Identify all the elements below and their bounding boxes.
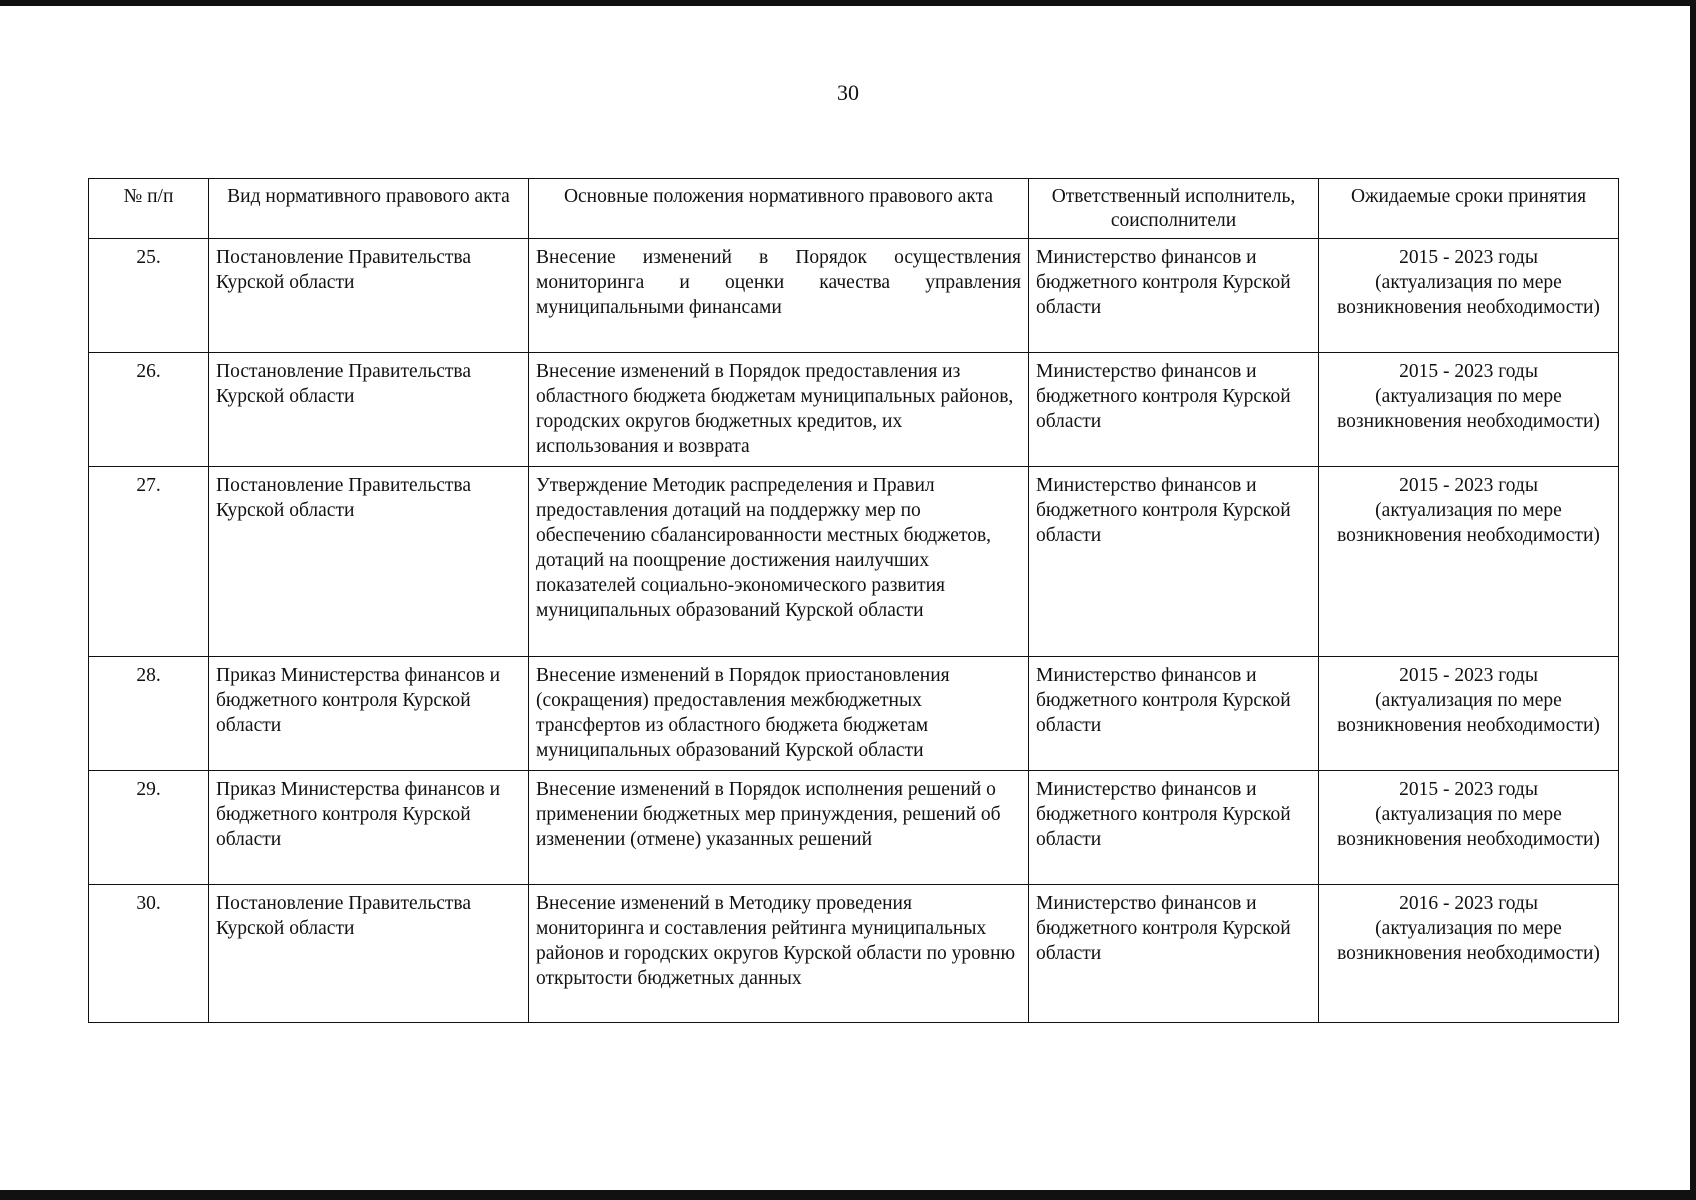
row-responsible: Министерство финансов и бюджетного контроля Курской области <box>1029 239 1319 353</box>
row-term-years: 2015 - 2023 годы <box>1399 665 1538 686</box>
row-content: Внесение изменений в Порядок исполнения решений о применении бюджетных мер принуждения, решений об изменении (отмене) указанных решений <box>529 771 1029 885</box>
row-content: Внесение изменений в Порядок предоставления из областного бюджета бюджетам муниципальных районов, городских округов бюджетных кредитов, их использования и возврата <box>529 353 1029 467</box>
row-term <box>1319 657 1619 771</box>
row-responsible: Министерство финансов и бюджетного контроля Курской области <box>1029 657 1319 771</box>
row-term-years: 2015 - 2023 годы <box>1399 779 1538 800</box>
header-num: № п/п <box>89 179 209 239</box>
header-content: Основные положения нормативного правового акта <box>529 179 1029 239</box>
row-term <box>1319 771 1619 885</box>
row-term-note: (актуализация по мере возникновения необходимости) <box>1337 500 1600 546</box>
row-act-type: Постановление Правительства Курской области <box>209 239 529 353</box>
scan-border-bottom <box>0 1190 1696 1200</box>
row-term-note: (актуализация по мере возникновения необходимости) <box>1337 690 1600 736</box>
table-row <box>89 467 1619 657</box>
table-row <box>89 353 1619 467</box>
header-term: Ожидаемые сроки принятия <box>1319 179 1619 239</box>
row-act-type: Постановление Правительства Курской области <box>209 353 529 467</box>
row-content: Внесение изменений в Методику проведения мониторинга и составления рейтинга муниципальных районов и городских округов Курской области по уровню открытости бюджетных данных <box>529 885 1029 1023</box>
row-act-type: Приказ Министерства финансов и бюджетного контроля Курской области <box>209 657 529 771</box>
row-content: Внесение изменений в Порядок осуществления мониторинга и оценки качества управления муниципальными финансами <box>529 239 1029 353</box>
scan-border-top <box>0 0 1696 6</box>
legal-acts-table <box>88 178 1619 1023</box>
row-term-years: 2015 - 2023 годы <box>1399 475 1538 496</box>
page-number: 30 <box>837 80 859 105</box>
row-num: 27. <box>89 467 209 657</box>
row-term-note: (актуализация по мере возникновения необходимости) <box>1337 918 1600 964</box>
row-num: 26. <box>89 353 209 467</box>
row-term <box>1319 353 1619 467</box>
row-num: 25. <box>89 239 209 353</box>
row-term <box>1319 239 1619 353</box>
row-term-note: (актуализация по мере возникновения необходимости) <box>1337 386 1600 432</box>
table-row <box>89 771 1619 885</box>
row-num: 30. <box>89 885 209 1023</box>
row-term <box>1319 885 1619 1023</box>
row-term-years: 2016 - 2023 годы <box>1399 893 1538 914</box>
row-content: Утверждение Методик распределения и Правил предоставления дотаций на поддержку мер по обеспечению сбалансированности местных бюджетов, дотаций на поощрение достижения наилучших показателей социально-экономического развития муниципальных образований Курской области <box>529 467 1029 657</box>
table-header-row <box>89 179 1619 239</box>
table-row <box>89 885 1619 1023</box>
row-term <box>1319 467 1619 657</box>
row-num: 28. <box>89 657 209 771</box>
row-responsible: Министерство финансов и бюджетного контроля Курской области <box>1029 771 1319 885</box>
row-content: Внесение изменений в Порядок приостановления (сокращения) предоставления межбюджетных трансфертов из областного бюджета бюджетам муниципальных образований Курской области <box>529 657 1029 771</box>
table-row <box>89 657 1619 771</box>
row-term-years: 2015 - 2023 годы <box>1399 247 1538 268</box>
row-term-note: (актуализация по мере возникновения необходимости) <box>1337 272 1600 318</box>
row-act-type: Постановление Правительства Курской области <box>209 467 529 657</box>
row-act-type: Приказ Министерства финансов и бюджетного контроля Курской области <box>209 771 529 885</box>
row-act-type: Постановление Правительства Курской области <box>209 885 529 1023</box>
header-act-type: Вид нормативного правового акта <box>209 179 529 239</box>
row-term-years: 2015 - 2023 годы <box>1399 361 1538 382</box>
row-responsible: Министерство финансов и бюджетного контроля Курской области <box>1029 353 1319 467</box>
row-term-note: (актуализация по мере возникновения необходимости) <box>1337 804 1600 850</box>
row-responsible: Министерство финансов и бюджетного контроля Курской области <box>1029 467 1319 657</box>
header-responsible: Ответственный исполнитель, соисполнители <box>1029 179 1319 239</box>
row-responsible: Министерство финансов и бюджетного контроля Курской области <box>1029 885 1319 1023</box>
scan-border-right <box>1690 0 1696 1200</box>
table-row <box>89 239 1619 353</box>
row-num: 29. <box>89 771 209 885</box>
